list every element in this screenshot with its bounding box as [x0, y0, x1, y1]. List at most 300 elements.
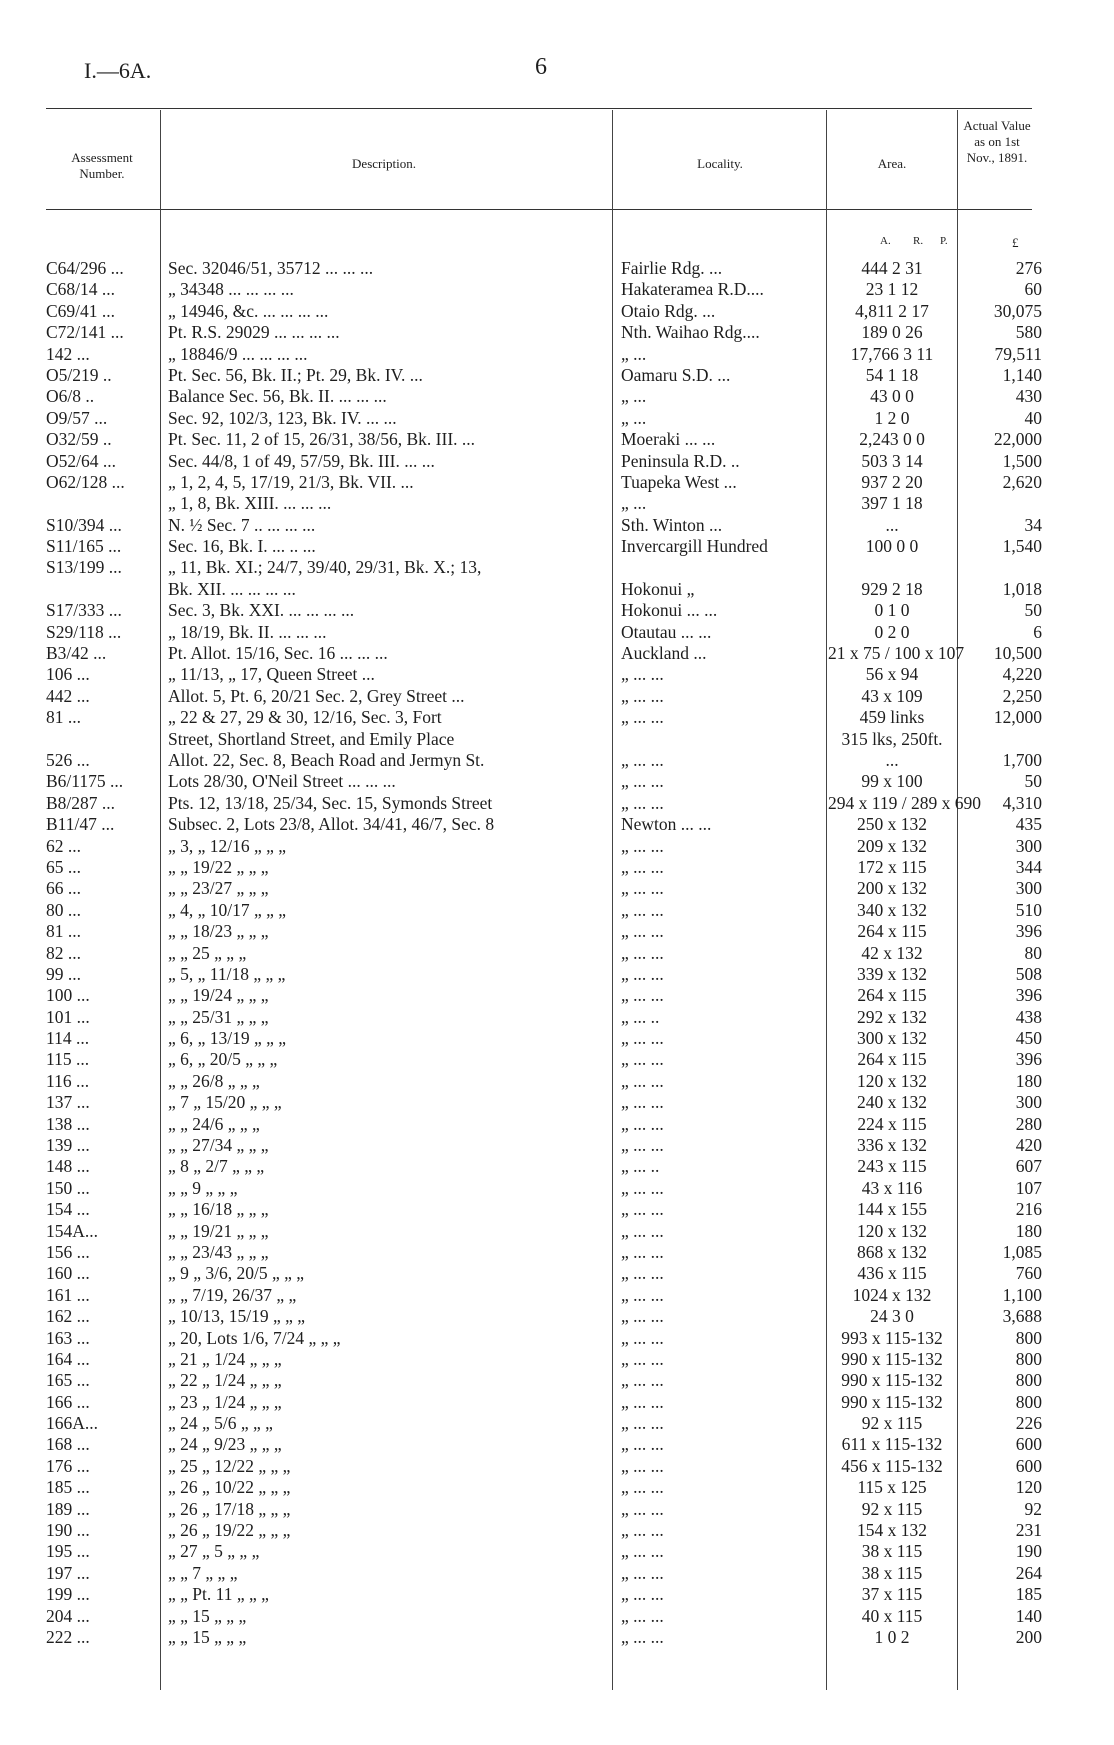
- assessment-number-cell: 154A...: [46, 1220, 99, 1241]
- actual-value-cell: 6: [1033, 621, 1042, 642]
- assessment-number-cell: 137 ...: [46, 1092, 90, 1113]
- area-cell: 292 x 132: [857, 1006, 927, 1027]
- assessment-number-cell: S11/165 ...: [46, 536, 122, 557]
- description-cell: „ „ 15 „ „ „: [168, 1627, 247, 1647]
- table-row: [0, 729, 1114, 750]
- assessment-number-cell: 99 ...: [46, 963, 81, 984]
- table-row: [0, 1413, 1114, 1434]
- locality-cell: „ ... ...: [621, 1520, 664, 1541]
- area-cell: 21 x 75 / 100 x 107: [828, 643, 965, 664]
- assessment-number-cell: 139 ...: [46, 1135, 90, 1156]
- locality-cell: Auckland ...: [621, 643, 707, 664]
- locality-cell: „ ... ...: [621, 942, 664, 963]
- table-row: [0, 1135, 1114, 1156]
- header-assessment-number: Assessment Number.: [71, 150, 133, 181]
- table-row: [0, 365, 1114, 386]
- locality-cell: „ ... ...: [621, 1113, 664, 1134]
- assessment-number-cell: 163 ...: [46, 1327, 90, 1348]
- assessment-table-body: [0, 258, 1114, 1648]
- actual-value-cell: 50: [1024, 771, 1042, 792]
- assessment-number-cell: 156 ...: [46, 1241, 90, 1262]
- table-row: [0, 857, 1114, 878]
- actual-value-cell: 580: [1015, 322, 1042, 343]
- table-row: [0, 900, 1114, 921]
- actual-value-cell: 1,700: [1002, 749, 1042, 770]
- area-cell: 937 2 20: [861, 471, 923, 492]
- assessment-number-cell: 138 ...: [46, 1113, 90, 1134]
- assessment-number-cell: 80 ...: [46, 899, 81, 920]
- area-cell: 209 x 132: [857, 835, 927, 856]
- assessment-number-cell: B11/47 ...: [46, 814, 115, 835]
- table-row: [0, 1285, 1114, 1306]
- description-cell: „ 9 „ 3/6, 20/5 „ „ „: [168, 1263, 305, 1284]
- description-cell: „ „ 23/43 „ „ „: [168, 1241, 269, 1262]
- table-row: [0, 793, 1114, 814]
- assessment-number-cell: B3/42 ...: [46, 643, 107, 664]
- area-cell: 340 x 132: [857, 899, 927, 920]
- assessment-number-cell: 162 ...: [46, 1306, 90, 1327]
- description-cell: „ „ Pt. 11 „ „ „: [168, 1584, 269, 1605]
- area-cell: 189 0 26: [861, 322, 923, 343]
- table-row: [0, 1541, 1114, 1562]
- area-cell: 120 x 132: [857, 1220, 927, 1241]
- actual-value-cell: 2,250: [1002, 685, 1042, 706]
- area-cell: 0 1 0: [874, 600, 910, 621]
- area-cell: 990 x 115-132: [841, 1370, 943, 1391]
- table-row: [0, 1392, 1114, 1413]
- unit-perches: P.: [940, 235, 948, 247]
- locality-cell: „ ... ...: [621, 1241, 664, 1262]
- assessment-number-cell: O9/57 ...: [46, 407, 108, 428]
- actual-value-cell: 1,085: [1002, 1241, 1042, 1262]
- description-cell: Subsec. 2, Lots 23/8, Allot. 34/41, 46/7, Sec. 8: [168, 814, 495, 835]
- description-cell: „ 6, „ 20/5 „ „ „: [168, 1049, 278, 1070]
- actual-value-cell: 396: [1015, 921, 1042, 942]
- description-cell: Balance Sec. 56, Bk. II. ... ... ...: [168, 386, 387, 407]
- locality-cell: Otautau ... ...: [621, 621, 712, 642]
- locality-cell: „ ... ...: [621, 1477, 664, 1498]
- assessment-number-cell: 190 ...: [46, 1520, 90, 1541]
- table-row: [0, 344, 1114, 365]
- locality-cell: „ ...: [621, 407, 647, 428]
- assessment-number-cell: 114 ...: [46, 1028, 90, 1049]
- table-row: [0, 1156, 1114, 1177]
- table-row: [0, 472, 1114, 493]
- area-cell: 336 x 132: [857, 1135, 927, 1156]
- area-cell: 611 x 115-132: [841, 1434, 943, 1455]
- description-cell: „ „ 19/22 „ „ „: [168, 856, 269, 877]
- locality-cell: Nth. Waihao Rdg....: [621, 322, 760, 343]
- locality-cell: „ ... ...: [621, 1348, 664, 1369]
- actual-value-cell: 185: [1015, 1584, 1042, 1605]
- description-cell: „ „ 25/31 „ „ „: [168, 1006, 269, 1027]
- table-row: [0, 408, 1114, 429]
- description-cell: „ 3, „ 12/16 „ „ „: [168, 835, 287, 856]
- description-cell: „ 11/13, „ 17, Queen Street ...: [168, 664, 375, 685]
- actual-value-cell: 430: [1015, 386, 1042, 407]
- description-cell: Sec. 44/8, 1 of 49, 57/59, Bk. III. ... ...: [168, 450, 435, 471]
- table-row: [0, 1028, 1114, 1049]
- actual-value-cell: 800: [1015, 1327, 1042, 1348]
- area-cell: 294 x 119 / 289 x 690: [828, 792, 981, 813]
- table-row: [0, 836, 1114, 857]
- locality-cell: „ ... ...: [621, 664, 664, 685]
- table-row: [0, 664, 1114, 685]
- description-cell: „ 18/19, Bk. II. ... ... ...: [168, 621, 327, 642]
- assessment-number-cell: 185 ...: [46, 1477, 90, 1498]
- actual-value-cell: 216: [1015, 1199, 1042, 1220]
- assessment-number-cell: 165 ...: [46, 1370, 90, 1391]
- assessment-number-cell: C64/296 ...: [46, 258, 124, 278]
- description-cell: „ 26 „ 10/22 „ „ „: [168, 1477, 291, 1498]
- table-row: [0, 322, 1114, 343]
- actual-value-cell: 800: [1015, 1391, 1042, 1412]
- locality-cell: „ ... ...: [621, 1135, 664, 1156]
- locality-cell: Hokonui ... ...: [621, 600, 718, 621]
- assessment-number-cell: 81 ...: [46, 707, 81, 728]
- locality-cell: „ ... ...: [621, 771, 664, 792]
- actual-value-cell: 607: [1015, 1156, 1042, 1177]
- locality-cell: „ ... ...: [621, 1584, 664, 1605]
- area-cell: 43 x 109: [861, 685, 923, 706]
- header-top-rule: [46, 108, 1032, 109]
- assessment-number-cell: 161 ...: [46, 1284, 90, 1305]
- description-cell: „ 22 „ 1/24 „ „ „: [168, 1370, 282, 1391]
- actual-value-cell: 1,540: [1002, 536, 1042, 557]
- header-bottom-rule: [46, 209, 1032, 210]
- table-row: [0, 1242, 1114, 1263]
- locality-cell: „ ... ..: [621, 1006, 660, 1027]
- area-cell: 503 3 14: [861, 450, 923, 471]
- table-row: [0, 1627, 1114, 1648]
- description-cell: Sec. 16, Bk. I. ... .. ...: [168, 536, 316, 557]
- table-row: [0, 386, 1114, 407]
- description-cell: „ 11, Bk. XI.; 24/7, 39/40, 29/31, Bk. X.; 13,: [168, 557, 482, 578]
- locality-cell: „ ...: [621, 343, 647, 364]
- description-cell: „ 10/13, 15/19 „ „ „: [168, 1306, 306, 1327]
- description-cell: Sec. 32046/51, 35712 ... ... ...: [168, 258, 374, 278]
- description-cell: Lots 28/30, O'Neil Street ... ... ...: [168, 771, 396, 792]
- locality-cell: „ ... ...: [621, 1306, 664, 1327]
- description-cell: „ „ 16/18 „ „ „: [168, 1199, 269, 1220]
- assessment-number-cell: 160 ...: [46, 1263, 90, 1284]
- actual-value-cell: 231: [1015, 1520, 1042, 1541]
- assessment-number-cell: O52/64 ...: [46, 450, 116, 471]
- area-cell: 300 x 132: [857, 1028, 927, 1049]
- description-cell: „ 24 „ 9/23 „ „ „: [168, 1434, 282, 1455]
- description-cell: Pt. Allot. 15/16, Sec. 16 ... ... ...: [168, 643, 388, 664]
- description-cell: „ 21 „ 1/24 „ „ „: [168, 1348, 282, 1369]
- description-cell: „ 22 & 27, 29 & 30, 12/16, Sec. 3, Fort: [168, 707, 442, 728]
- area-cell: 868 x 132: [857, 1241, 927, 1262]
- description-cell: „ „ 25 „ „ „: [168, 942, 247, 963]
- assessment-number-cell: C72/141 ...: [46, 322, 124, 343]
- actual-value-cell: 438: [1015, 1006, 1042, 1027]
- actual-value-cell: 508: [1015, 963, 1042, 984]
- actual-value-cell: 60: [1024, 279, 1042, 300]
- area-cell: 56 x 94: [865, 664, 919, 685]
- assessment-number-cell: 442 ...: [46, 685, 90, 706]
- description-cell: „ 1, 2, 4, 5, 17/19, 21/3, Bk. VII. ...: [168, 471, 414, 492]
- actual-value-cell: 34: [1024, 514, 1042, 535]
- actual-value-cell: 300: [1015, 1092, 1042, 1113]
- area-cell: 99 x 100: [861, 771, 923, 792]
- table-row: [0, 1071, 1114, 1092]
- table-row: [0, 1584, 1114, 1605]
- locality-cell: „ ...: [621, 386, 647, 407]
- actual-value-cell: 264: [1015, 1562, 1042, 1583]
- assessment-number-cell: 116 ...: [46, 1070, 90, 1091]
- assessment-number-cell: S13/199 ...: [46, 557, 122, 578]
- actual-value-cell: 1,140: [1002, 364, 1042, 385]
- table-row: [0, 1007, 1114, 1028]
- area-cell: 38 x 115: [861, 1541, 923, 1562]
- table-row: [0, 579, 1114, 600]
- table-row: [0, 1456, 1114, 1477]
- description-cell: „ 14946, &c. ... ... ... ...: [168, 300, 329, 321]
- locality-cell: „ ... ..: [621, 1156, 660, 1177]
- assessment-number-cell: O62/128 ...: [46, 471, 125, 492]
- area-cell: 0 2 0: [874, 621, 910, 642]
- area-cell: 1 2 0: [874, 407, 910, 428]
- area-cell: 929 2 18: [861, 578, 923, 599]
- assessment-number-cell: 526 ...: [46, 749, 90, 770]
- table-row: [0, 1092, 1114, 1113]
- area-cell: 2,243 0 0: [859, 429, 925, 450]
- description-cell: „ 1, 8, Bk. XIII. ... ... ...: [168, 493, 332, 514]
- description-cell: „ 26 „ 17/18 „ „ „: [168, 1498, 291, 1519]
- area-cell: 37 x 115: [861, 1584, 923, 1605]
- assessment-number-cell: 168 ...: [46, 1434, 90, 1455]
- description-cell: „ „ 19/24 „ „ „: [168, 985, 269, 1006]
- area-cell: ...: [885, 514, 899, 535]
- assessment-number-cell: B8/287 ...: [46, 792, 116, 813]
- locality-cell: „ ... ...: [621, 1455, 664, 1476]
- unit-acres: A.: [880, 235, 891, 247]
- area-cell: 24 3 0: [870, 1306, 914, 1327]
- assessment-number-cell: 166A...: [46, 1413, 99, 1434]
- assessment-number-cell: 199 ...: [46, 1584, 90, 1605]
- area-cell: 1 0 2: [874, 1627, 910, 1647]
- area-cell: 115 x 125: [857, 1477, 927, 1498]
- actual-value-cell: 1,100: [1002, 1284, 1042, 1305]
- assessment-number-cell: 164 ...: [46, 1348, 90, 1369]
- locality-cell: „ ... ...: [621, 1070, 664, 1091]
- locality-cell: „ ... ...: [621, 878, 664, 899]
- area-cell: 200 x 132: [857, 878, 927, 899]
- area-cell: 42 x 132: [861, 942, 923, 963]
- header-description: Description.: [352, 156, 416, 171]
- table-row: [0, 814, 1114, 835]
- area-cell: 38 x 115: [861, 1562, 923, 1583]
- table-row: [0, 878, 1114, 899]
- table-row: [0, 1263, 1114, 1284]
- locality-cell: „ ... ...: [621, 685, 664, 706]
- assessment-number-cell: 81 ...: [46, 921, 81, 942]
- locality-cell: „ ... ...: [621, 792, 664, 813]
- description-cell: „ 20, Lots 1/6, 7/24 „ „ „: [168, 1327, 341, 1348]
- actual-value-cell: 40: [1024, 407, 1042, 428]
- description-cell: „ 26 „ 19/22 „ „ „: [168, 1520, 291, 1541]
- page-reference: I.—6A.: [84, 58, 152, 83]
- actual-value-cell: 800: [1015, 1348, 1042, 1369]
- description-cell: „ 8 „ 2/7 „ „ „: [168, 1156, 265, 1177]
- description-cell: Allot. 5, Pt. 6, 20/21 Sec. 2, Grey Street ...: [168, 685, 465, 706]
- description-cell: „ 24 „ 5/6 „ „ „: [168, 1413, 273, 1434]
- table-row: [0, 964, 1114, 985]
- actual-value-cell: 435: [1015, 814, 1042, 835]
- assessment-number-cell: O6/8 ..: [46, 386, 95, 407]
- area-cell: 264 x 115: [857, 1049, 927, 1070]
- locality-cell: „ ... ...: [621, 856, 664, 877]
- actual-value-cell: 450: [1015, 1028, 1042, 1049]
- table-row: [0, 279, 1114, 300]
- actual-value-cell: 92: [1024, 1498, 1042, 1519]
- table-row: [0, 493, 1114, 514]
- description-cell: „ „ 9 „ „ „: [168, 1177, 238, 1198]
- locality-cell: „ ... ...: [621, 963, 664, 984]
- description-cell: Allot. 22, Sec. 8, Beach Road and Jermyn St.: [168, 749, 485, 770]
- locality-cell: Newton ... ...: [621, 814, 712, 835]
- actual-value-cell: 140: [1015, 1605, 1042, 1626]
- header-area: Area.: [877, 156, 907, 171]
- table-row: [0, 622, 1114, 643]
- locality-cell: Hokonui „: [621, 578, 695, 599]
- table-row: [0, 557, 1114, 578]
- description-cell: Pt. R.S. 29029 ... ... ... ...: [168, 322, 340, 343]
- locality-cell: „ ... ...: [621, 1605, 664, 1626]
- table-row: [0, 985, 1114, 1006]
- description-cell: „ 25 „ 12/22 „ „ „: [168, 1455, 291, 1476]
- actual-value-cell: 12,000: [993, 707, 1042, 728]
- actual-value-cell: 190: [1015, 1541, 1042, 1562]
- table-row: [0, 301, 1114, 322]
- table-row: [0, 1049, 1114, 1070]
- locality-cell: „ ... ...: [621, 1220, 664, 1241]
- description-cell: „ „ 26/8 „ „ „: [168, 1070, 260, 1091]
- description-cell: „ 18846/9 ... ... ... ...: [168, 343, 308, 364]
- description-cell: „ 7 „ 15/20 „ „ „: [168, 1092, 282, 1113]
- assessment-number-cell: S17/333 ...: [46, 600, 122, 621]
- description-cell: „ „ 19/21 „ „ „: [168, 1220, 269, 1241]
- area-cell: 243 x 115: [857, 1156, 927, 1177]
- table-row: [0, 943, 1114, 964]
- description-cell: Sec. 3, Bk. XXI. ... ... ... ...: [168, 600, 355, 621]
- area-cell: 993 x 115-132: [841, 1327, 943, 1348]
- table-row: [0, 1606, 1114, 1627]
- table-row: [0, 1306, 1114, 1327]
- table-row: [0, 1328, 1114, 1349]
- actual-value-cell: 226: [1015, 1413, 1042, 1434]
- locality-cell: „ ... ...: [621, 1562, 664, 1583]
- table-row: [0, 1434, 1114, 1455]
- area-cell: 990 x 115-132: [841, 1348, 943, 1369]
- description-cell: „ 27 „ 5 „ „ „: [168, 1541, 260, 1562]
- description-cell: „ 23 „ 1/24 „ „ „: [168, 1391, 282, 1412]
- area-cell: 23 1 12: [865, 279, 919, 300]
- unit-pounds: £: [1012, 235, 1019, 250]
- locality-cell: Fairlie Rdg. ...: [621, 258, 723, 278]
- area-cell: 43 x 116: [861, 1177, 923, 1198]
- assessment-number-cell: 106 ...: [46, 664, 90, 685]
- table-row: [0, 686, 1114, 707]
- table-row: [0, 707, 1114, 728]
- table-row: [0, 429, 1114, 450]
- locality-cell: „ ... ...: [621, 1391, 664, 1412]
- table-row: [0, 1349, 1114, 1370]
- area-cell: 224 x 115: [857, 1113, 927, 1134]
- actual-value-cell: 800: [1015, 1370, 1042, 1391]
- assessment-number-cell: S10/394 ...: [46, 514, 122, 535]
- area-cell: 17,766 3 11: [850, 343, 934, 364]
- assessment-number-cell: 82 ...: [46, 942, 81, 963]
- assessment-number-cell: 204 ...: [46, 1605, 90, 1626]
- area-cell: 459 links: [859, 707, 925, 728]
- table-row: [0, 643, 1114, 664]
- assessment-number-cell: 166 ...: [46, 1391, 90, 1412]
- assessment-number-cell: 195 ...: [46, 1541, 90, 1562]
- assessment-number-cell: 66 ...: [46, 878, 81, 899]
- area-cell: 154 x 132: [857, 1520, 927, 1541]
- description-cell: „ „ 18/23 „ „ „: [168, 921, 269, 942]
- table-row: [0, 1563, 1114, 1584]
- actual-value-cell: 420: [1015, 1135, 1042, 1156]
- assessment-number-cell: O32/59 ..: [46, 429, 112, 450]
- area-cell: 43 0 0: [870, 386, 914, 407]
- area-cell: 339 x 132: [857, 963, 927, 984]
- area-cell: ...: [885, 749, 899, 770]
- area-cell: 1024 x 132: [852, 1284, 932, 1305]
- locality-cell: „ ... ...: [621, 1627, 664, 1647]
- actual-value-cell: 80: [1024, 942, 1042, 963]
- locality-cell: „ ... ...: [621, 1498, 664, 1519]
- locality-cell: „ ... ...: [621, 1370, 664, 1391]
- table-row: [0, 1370, 1114, 1391]
- table-row: [0, 451, 1114, 472]
- locality-cell: „ ... ...: [621, 921, 664, 942]
- table-row: [0, 1178, 1114, 1199]
- description-cell: „ 34348 ... ... ... ...: [168, 279, 294, 300]
- actual-value-cell: 760: [1015, 1263, 1042, 1284]
- assessment-number-cell: 176 ...: [46, 1455, 90, 1476]
- actual-value-cell: 180: [1015, 1070, 1042, 1091]
- assessment-number-cell: 197 ...: [46, 1562, 90, 1583]
- locality-cell: Hakateramea R.D....: [621, 279, 764, 300]
- actual-value-cell: 510: [1015, 899, 1042, 920]
- description-cell: „ „ 7/19, 26/37 „ „: [168, 1284, 297, 1305]
- actual-value-cell: 1,018: [1002, 578, 1042, 599]
- assessment-number-cell: 115 ...: [46, 1049, 90, 1070]
- locality-cell: Oamaru S.D. ...: [621, 364, 731, 385]
- assessment-number-cell: 142 ...: [46, 343, 90, 364]
- description-cell: Pt. Sec. 11, 2 of 15, 26/31, 38/56, Bk. III. ...: [168, 429, 476, 450]
- actual-value-cell: 50: [1024, 600, 1042, 621]
- locality-cell: „ ... ...: [621, 749, 664, 770]
- table-row: [0, 1499, 1114, 1520]
- actual-value-cell: 180: [1015, 1220, 1042, 1241]
- locality-cell: „ ... ...: [621, 1092, 664, 1113]
- description-cell: „ „ 24/6 „ „ „: [168, 1113, 260, 1134]
- assessment-number-cell: 101 ...: [46, 1006, 90, 1027]
- description-cell: Pts. 12, 13/18, 25/34, Sec. 15, Symonds Street: [168, 792, 493, 813]
- locality-cell: „ ... ...: [621, 1327, 664, 1348]
- area-cell: 264 x 115: [857, 921, 927, 942]
- locality-cell: „ ... ...: [621, 985, 664, 1006]
- locality-cell: Invercargill Hundred: [621, 536, 768, 557]
- area-cell: 54 1 18: [865, 364, 919, 385]
- table-row: [0, 258, 1114, 279]
- area-cell: 92 x 115: [861, 1413, 923, 1434]
